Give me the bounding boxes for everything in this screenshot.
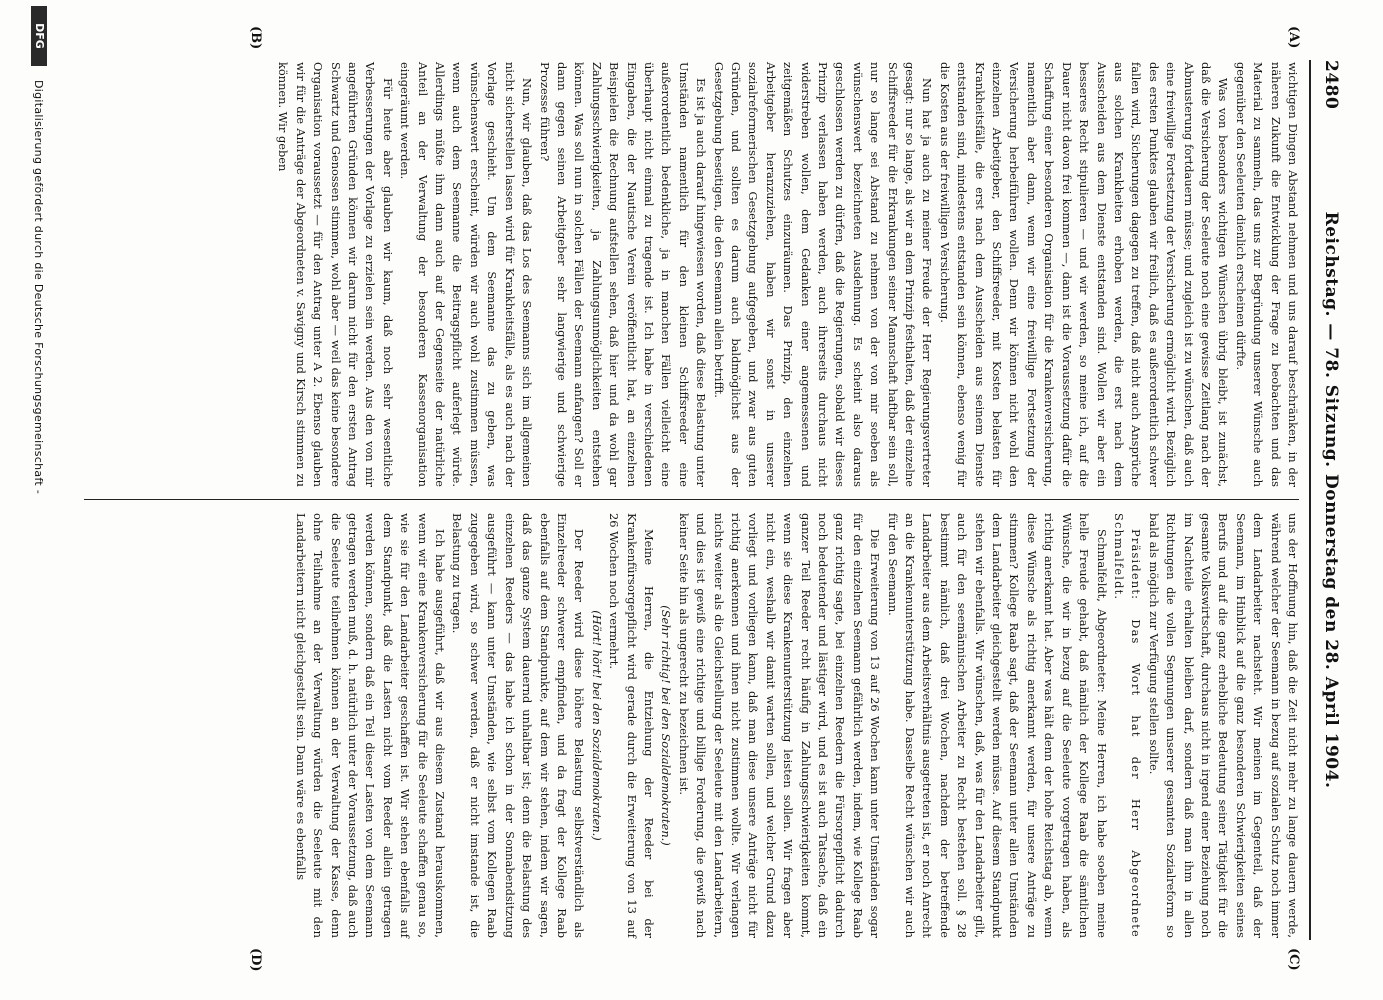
digitization-credit: Digitalisierung gefördert durch die Deutsche Forschungsgemeinschaft - (32, 80, 45, 495)
margin-marker-d: (D) (248, 948, 263, 972)
right-column (291, 513, 1301, 938)
page-title: Reichstag. — 78. Sitzung. Donnerstag den 28. April 1904. (1321, 211, 1341, 789)
margin-marker-a: (A) (1286, 26, 1301, 49)
paragraph: Ich habe ausgeführt, daß wir aus diesem Zustand herauskommen, wenn wir eine Krankenversicherung für die Seeleute schaffen genau so, wie sie für den Landarbeiter geschaffen ist. Wir stehen ebenfalls auf dem Standpunkt, daß die Lasten nicht vom Reeder allein getragen werden können, sondern daß ein Teil dieser Lasten von dem Seemann getragen werden muß, d. h. natürlich unter der Voraussetzung, daß auch die Seeleute teilnehmen können an der Verwaltung der Kasse, denn ohne Teilnahme an der Verwaltung würden die Seeleute mit den Landarbeitern nicht gleichgestellt sein. Dann wäre es ebenfalls (293, 513, 448, 938)
paragraph: Für heute aber glauben wir kaum, daß noch sehr wesentliche Verbesserungen der Vorlage zu erzielen sein werden. Aus den von mir angeführten Gründen können wir darum nicht für den ersten Antrag Schwartz und Genossen stimmen, wohl aber — weil das keine besondere Organisation voraussetzt — für den Antrag unter A 2. Ebenso glauben wir für die Anträge der Abgeordneten v. Savigny und Kirsch stimmen zu können. Wir geben (276, 62, 395, 487)
paragraph: Die Erweiterung von 13 auf 26 Wochen kann unter Umständen sogar für den einzelnen Seemann gefährlich werden, indem, wie Kollege Raab ganz richtig sagte, bei einzelnen Reedern die Fürsorgepflicht dadurch noch bedeutender und lästiger wird, und es ist auch Tatsache, daß ein ganzer Teil Reeder recht häufig in Zahlungsschwierigkeiten kommt, wenn sie diese Krankenunterstützung leisten sollen. Wir fragen aber nicht ein, weshalb wir damit warten sollen, und welcher Grund dazu vorliegt und vorliegen kann, daß man diese unsere Anträge nicht für richtig anerkennen und ihnen nicht zustimmen wollte. Wir verlangen nichts weiter als die Gleichstellung der Seeleute mit den Landarbeitern, und dies ist gewiß eine richtige und billige Forderung, die gewiß nach keiner Seite hin als ungerecht zu bezeichnen ist. (676, 513, 883, 938)
digitization-footer (27, 0, 47, 1000)
paragraph: Nun hat ja auch zu meiner Freude der Herr Regierungsvertreter gesagt: nur so lange, als wir an dem Prinzip festhalten, daß der einzelne Schiffsreeder für die Erkrankungen seiner Mannschaft haftbar sein soll, nur so lange sei Abstand zu nehmen von der von mir soeben als wünschenswert bezeichneten Ausdehnung. Es scheint also daraus geschlossen werden zu dürfen, daß die Regierungen, sobald wir dieses Prinzip verlassen haben werden, auch ihrerseits durchaus nicht widerstreben wollen, dem Gedanken einer angemessenen und zeitgemäßen Schutzes einzuräumen. Das Prinzip, den einzelnen Arbeitgeber heranzuziehen, haben wir sonst in unserer sozialreformerischen Gesetzgebung aufgegeben, und zwar aus guten Gründen, und sollten es darum auch baldmöglichst aus der Gesetzgebung beseitigen, die den Seemann allein betrifft. (711, 62, 935, 487)
paragraph: Was von besonders wichtigen Wünschen übrig bleibt, ist zunächst, daß die Versicherung der Seeleute noch eine gewisse Zeitlang nach der Abmusterung fortdauern müsse; und zugleich ist zu wünschen, daß auch eine freiwillige Fortsetzung der Versicherung ermöglicht wird. Bezüglich des ersten Punktes glauben wir freilich, daß es außerordentlich schwer fallen wird, Sicherungen dagegen zu treffen, daß nicht auch Ansprüche aus solchen Krankheiten erhoben werden, die erst nach dem Ausscheiden aus dem Dienste entstanden sind. Wollen wir aber ein besseres Recht stipulieren — und wir werden, so meine ich, auf die Dauer nicht davon frei kommen —, dann ist die Voraussetzung dafür die Schaffung einer besonderen Organisation für die Krankenversicherung, namentlich aber dann, wenn wir eine freiwillige Fortsetzung der Versicherung herbeiführen wollen. Denn wir können nicht wohl den einzelnen Arbeitgeber, den Schiffsreeder, mit Kosten belasten für Krankheitsfälle, die erst nach dem Ausscheiden aus seinem Dienste entstanden sind, mindestens entstanden sein können, ebenso wenig für die Kosten aus der freiwilligen Versicherung. (937, 62, 1231, 487)
paragraph: Nun, wir glauben, daß das Los des Seemanns sich im allgemeinen nicht sicherstellen lassen wird für Krankheitsfälle, als es auch nach der Vorlage geschieht. Um dem Seemanne das zu geben, was wünschenswert erscheint, würden wir auch wohl zustimmen müssen, wenn auch dem Seemanne die Beitragspflicht auferlegt würde. Allerdings müßte ihm dann auch auf der Gegenseite der natürliche Anteil an der Verwaltung der besonderen Kassenorganisation eingeräumt werden. (398, 62, 535, 487)
margin-marker-b: (B) (248, 26, 263, 50)
header-rule (1309, 60, 1311, 940)
interjection: (Sehr richtig! bei den Sozialdemokraten.) (659, 605, 674, 846)
speech-schmalfeldt: Schmalfeldt, Abgeordneter: Meine Herren, ich habe soeben meine helle Freude gehabt, daß nämlich der Kollege Raab die sämtlichen Wünsche, die wir in bezug auf die Seeleute vorgetragen haben, als richtig anerkannt hat. Aber was hält denn der hohe Reichstag ab, wenn diese Wünsche als richtig anerkannt werden, für unsere Anträge zu stimmen? Kollege Raab sagt, daß der Seemann unter allen Umständen dem Landarbeiter gleichgestellt werden müsse. Auf diesem Standpunkt stehen wir ebenfalls. Wir wünschen, daß, was für den Landarbeiter gilt, auch für den seemännischen Arbeiter zu Recht bestehen soll. § 28 bestimmt nämlich, daß drei Wochen, nachdem der betreffende Landarbeiter aus dem Arbeitsverhältnis ausgetreten ist, er noch Anrecht an die Krankenunterstützung habe. Dasselbe Recht wünschen wir auch für den Seemann. (885, 513, 1109, 938)
column-divider (84, 499, 1299, 500)
paragraph: Meine Herren, die Entziehung der Reeder bei der Krankenfürsorgepflicht wird gerade durch die Erweiterung von 13 auf 26 Wochen noch vermehrt. (607, 513, 656, 938)
margin-marker-c: (C) (1286, 948, 1301, 971)
speech-president: Präsident: Das Wort hat der Herr Abgeordnete Schmalfeldt. (1111, 513, 1144, 938)
left-column (274, 62, 1301, 487)
page-number: 2480 (1321, 60, 1341, 110)
paragraph: Der Reeder wird diese höhere Belastung selbstverständlich als Einzelreeder schwerer empfinden, und da fragt der Kollege Raab ebenfalls auf dem Standpunkte, auf dem wir stehen, indem wir sagen, daß das ganze System dauernd unhaltbar ist; denn die Belastung des einzelnen Reeders — das habe ich schon in der Sonnabendsitzung ausgeführt — kann unter Umständen, wie selbst vom Kollegen Raab zugegeben wird, so schwer werden, daß er nicht imstande ist, die Belastung zu tragen. (450, 513, 587, 938)
paragraph: Es ist ja auch darauf hingewiesen worden, daß diese Belastung unter Umständen namentlich für den kleinen Schiffsreeder eine außerordentlich bedenkliche, ja in manchen Fällen vielleicht eine überhaupt nicht einmal zu tragende ist. Ich habe in verschiedenen Eingaben, die der Nautische Verein veröffentlicht hat, an einzelnen Beispielen die Rechnung aufstellen sehen, daß hier und da wohl gar Zahlungsschwierigkeiten, ja Zahlungsunmöglichkeiten entstehen können. Was soll nun in solchen Fällen der Seemann anfangen? Soll er dann gegen seinen Arbeitgeber sehr langwierige und schwierige Prozesse führen? (537, 62, 709, 487)
paragraph: uns der Hoffnung hin, daß die Zeit nicht mehr zu lange dauern werde, während welcher der Seemann in bezug auf sozialen Schutz noch immer dem Landarbeiter nachsteht. Wir meinen im Gegenteil, daß der Seemann, im Hinblick auf die ganz besonderen Schwierigkeiten seines Berufs und auf die ganz erhebliche Bedeutung seiner Tätigkeit für die gesamte Volkswirtschaft, durchaus nicht in irgend einer Beziehung noch im Nachteile erhalten bleiben darf, sondern daß man ihm in allen Richtungen die vollen Segnungen unserer gesamten Sozialreform so bald als möglich zur Verfügung stellen sollte. (1146, 513, 1300, 938)
dfg-logo: DFG (31, 6, 47, 66)
paragraph: wichtigen Dingen Abstand nehmen und uns darauf beschränken, in der näheren Zukunft die Entwicklung der Frage zu beobachten und das Material zu sammeln, das uns zur Begründung unserer Wünsche auch gegenüber den Seeleuten dienlich erscheinen dürfte. (1233, 62, 1300, 487)
interjection: (Hört! hört! bei den Sozialdemokraten.) (589, 610, 604, 841)
page-header (1311, 60, 1341, 940)
